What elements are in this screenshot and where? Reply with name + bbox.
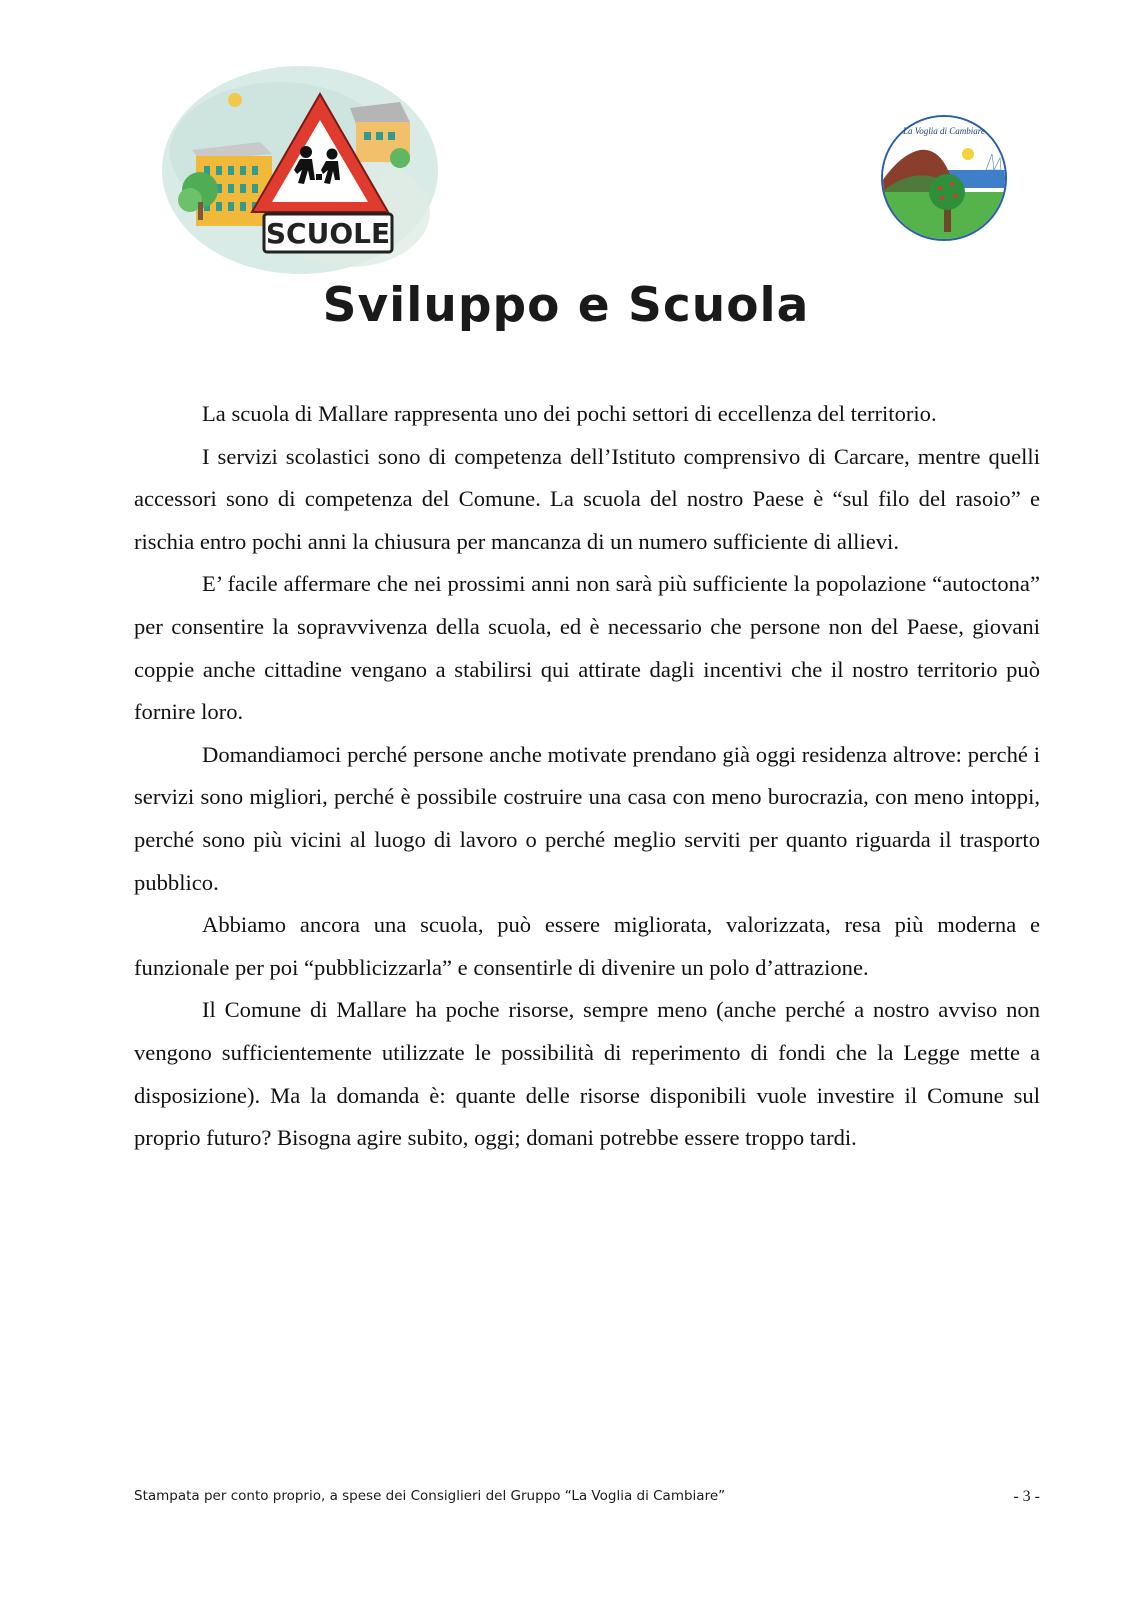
page-title: Sviluppo e Scuola [322, 278, 810, 333]
article-body [134, 393, 1040, 1160]
paragraph: Abbiamo ancora una scuola, può essere migliorata, valorizzata, resa più moderna e funzionale per poi “pubblicizzarla” e consentirle di divenire un polo d’attrazione. [134, 912, 1040, 980]
group-logo-text: La Voglia di Cambiare [903, 126, 985, 136]
paragraph: I servizi scolastici sono di competenza dell’Istituto comprensivo di Carcare, mentre quelli accessori sono di competenza del Comune. La scuola del nostro Paese è “sul filo del rasoio” e rischia entro pochi anni la chiusura per mancanza di un numero sufficiente di allievi. [134, 443, 1040, 554]
page-number: - 3 - [1013, 1488, 1040, 1505]
footer-note: Stampata per conto proprio, a spese dei Consiglieri del Gruppo “La Voglia di Cambiare” [134, 1488, 726, 1504]
paragraph: Il Comune di Mallare ha poche risorse, sempre meno (anche perché a nostro avviso non vengono sufficientemente utilizzate le possibilità di reperimento di fondi che la Legge mette a disposizione). Ma la domanda è: quante delle risorse disponibili vuole investire il Comune sul proprio futuro? Bisogna agire subito, oggi; domani potrebbe essere troppo tardi. [134, 997, 1040, 1151]
paragraph: E’ facile affermare che nei prossimi anni non sarà più sufficiente la popolazione “autoctona” per consentire la sopravvivenza della scuola, ed è necessario che persone non del Paese, giovani coppie anche cittadine vengano a stabilirsi qui attirate dagli incentivi che il nostro territorio può fornire loro. [134, 571, 1040, 725]
paragraph: Domandiamoci perché persone anche motivate prendano già oggi residenza altrove: perché i servizi sono migliori, perché è possibile costruire una casa con meno burocrazia, con meno intoppi, perché sono più vicini al luogo di lavoro o perché meglio serviti per quanto riguarda il trasporto pubblico. [134, 741, 1040, 895]
paragraph: La scuola di Mallare rappresenta uno dei pochi settori di eccellenza del territorio. [202, 401, 937, 426]
school-sign-text: SCUOLE [265, 217, 391, 250]
school-sign-illustration [160, 62, 442, 280]
group-logo [880, 114, 1008, 242]
